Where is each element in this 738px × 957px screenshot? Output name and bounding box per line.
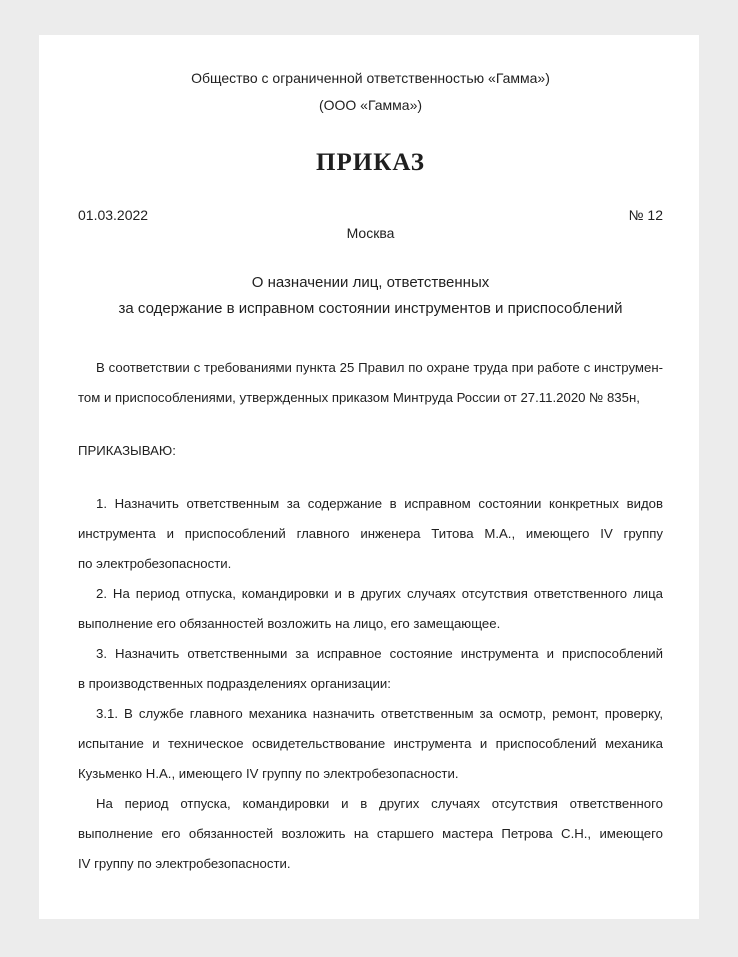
subject-line-1: О назначении лиц, ответственных	[251, 274, 490, 291]
company-full-name: Общество с ограниченной ответственностью «Гамма»)	[191, 70, 550, 86]
document-page	[39, 35, 699, 919]
order-city: Москва	[346, 225, 395, 241]
paragraph-item-3	[78, 639, 663, 699]
text-line: IV группу по электробезопасности.	[78, 856, 291, 871]
text-line: В соответствии с требованиями пункта 25 Правил по охране труда при работе с инструмен-	[96, 360, 663, 375]
text-line: испытание и техническое освидетельствование инструмента и приспособлений механика	[78, 736, 663, 751]
text-line: На период отпуска, командировки и в других случаях отсутствия ответственного	[96, 796, 663, 811]
subject-line-2: за содержание в исправном состоянии инструментов и приспособлений	[118, 300, 623, 317]
text-line: Кузьменко Н.А., имеющего IV группу по электробезопасности.	[78, 766, 459, 781]
text-line: том и приспособлениями, утвержденных приказом Минтруда России от 27.11.2020 № 835н,	[78, 390, 640, 405]
text-line: выполнение его обязанностей возложить на старшего мастера Петрова С.Н., имеющего	[78, 826, 663, 841]
date-number-row	[78, 207, 663, 223]
order-subject	[78, 270, 663, 322]
text-line: 1. Назначить ответственным за содержание в исправном состоянии конкретных видов	[96, 496, 663, 511]
paragraph-item-1	[78, 489, 663, 579]
company-header	[78, 65, 663, 119]
text-line: 3.1. В службе главного механика назначить ответственным за осмотр, ремонт, проверку,	[96, 706, 663, 721]
document-type-title: ПРИКАЗ	[316, 149, 425, 176]
text-line: 3. Назначить ответственными за исправное состояние инструмента и приспособлений	[96, 646, 663, 661]
text-line: 2. На период отпуска, командировки и в других случаях отсутствия ответственного лица	[96, 586, 663, 601]
text-line: выполнение его обязанностей возложить на лицо, его замещающее.	[78, 616, 501, 631]
order-date: 01.03.2022	[78, 207, 149, 223]
paragraph-item-2	[78, 579, 663, 639]
order-number: № 12	[628, 207, 663, 223]
text-line: в производственных подразделениях организации:	[78, 676, 391, 691]
body-paragraphs	[78, 353, 663, 879]
paragraph-preamble	[78, 353, 663, 413]
paragraph-prikazyvayu	[78, 436, 663, 466]
text-line: по электробезопасности.	[78, 556, 232, 571]
paragraph-item-3-1	[78, 699, 663, 789]
paragraph-item-3-1-substitute	[78, 789, 663, 879]
text-line: инструмента и приспособлений главного инженера Титова М.А., имеющего IV группу	[78, 526, 663, 541]
text-line: ПРИКАЗЫВАЮ:	[78, 443, 176, 458]
company-short-name: (ООО «Гамма»)	[318, 97, 423, 113]
